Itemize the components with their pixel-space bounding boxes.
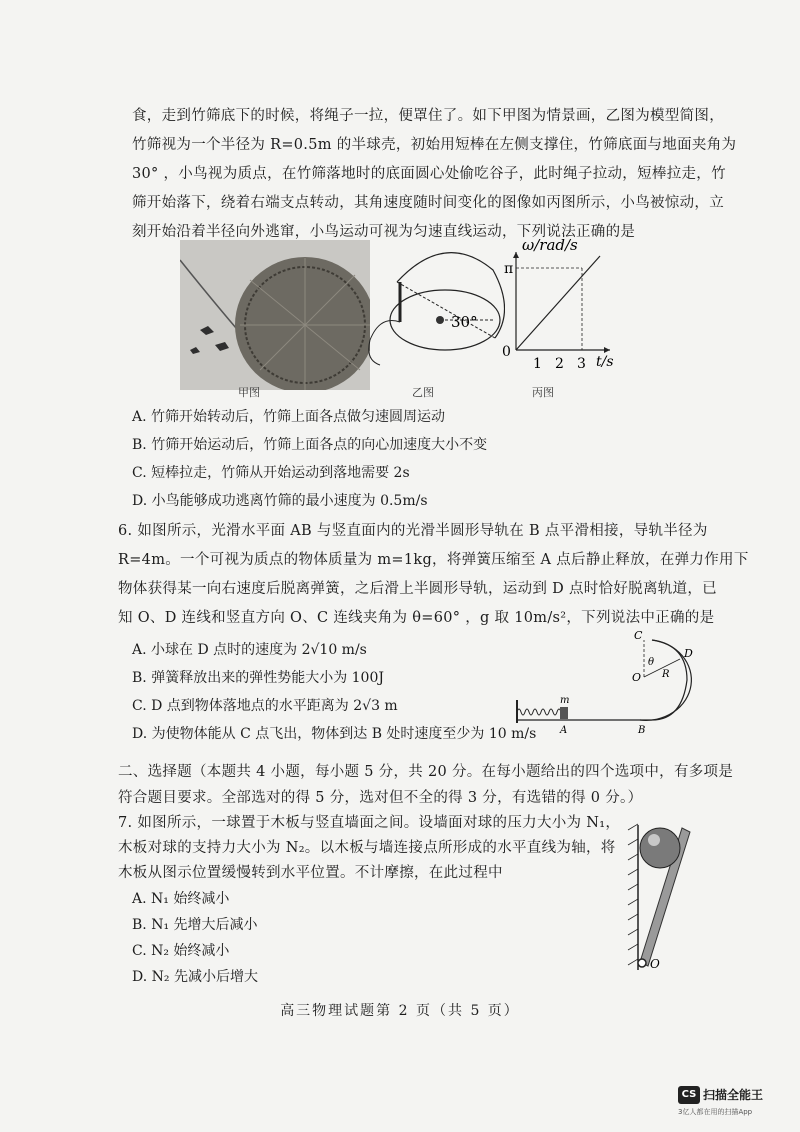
figure-bing-ylabel: ω/rad/s bbox=[522, 238, 578, 254]
figure-jia-caption: 甲图 bbox=[238, 386, 260, 399]
q6-label-a: A bbox=[560, 725, 568, 736]
q7-line: 7. 如图所示，一球置于木板与竖直墙面之间。设墙面对球的压力大小为 N₁， bbox=[118, 815, 621, 831]
q6-label-c: C bbox=[634, 629, 643, 642]
scanner-app-name: 扫描全能王 bbox=[703, 1088, 764, 1102]
q7-option-b: B. N₁ 先增大后减小 bbox=[132, 917, 258, 933]
figure-bing-origin: 0 bbox=[502, 344, 511, 360]
figure-bing-ytick: π bbox=[504, 261, 514, 277]
q7-label-o: O bbox=[650, 957, 660, 971]
q7-line: 木板对球的支持力大小为 N₂。以木板与墙连接点所形成的水平直线为轴，将 bbox=[118, 840, 616, 856]
section-heading: 二、选择题（本题共 4 小题，每小题 5 分，共 20 分。在每小题给出的四个选项中，有多项是 bbox=[118, 764, 734, 780]
q6-option-b: B. 弹簧释放出来的弹性势能大小为 100J bbox=[132, 670, 384, 686]
q6-option-d: D. 为使物体能从 C 点飞出，物体到达 B 处时速度至少为 10 m/s bbox=[132, 726, 537, 742]
intro-line: 30° ，小鸟视为质点，在竹筛落地时的底面圆心处偷吃谷子，此时绳子拉动，短棒拉走，竹 bbox=[132, 166, 726, 182]
figure-yi-caption: 乙图 bbox=[412, 386, 434, 399]
intro-line: 筛开始落下，绕着右端支点转动，其角速度随时间变化的图像如丙图所示，小鸟被惊动，立 bbox=[132, 195, 724, 211]
q6-line: 知 O、D 连线和竖直方向 O、C 连线夹角为 θ=60° ，g 取 10m/s²，下列说法中正确的是 bbox=[118, 610, 715, 626]
q6-line: 6. 如图所示，光滑水平面 AB 与竖直面内的光滑半圆形导轨在 B 点平滑相接，导轨半径为 bbox=[118, 523, 708, 539]
intro-line: 刻开始沿着半径向外逃窜，小鸟运动可视为匀速直线运动，下列说法正确的是 bbox=[132, 224, 636, 240]
scanner-tagline: 3亿人都在用的扫描App bbox=[678, 1107, 753, 1116]
q6-label-r: R bbox=[662, 669, 670, 680]
q5-option-d: D. 小鸟能够成功逃离竹筛的最小速度为 0.5m/s bbox=[132, 493, 428, 509]
q6-label-m: m bbox=[560, 695, 570, 706]
figure-yi-angle: 30° bbox=[451, 313, 478, 331]
q7-line: 木板从图示位置缓慢转到水平位置。不计摩擦，在此过程中 bbox=[118, 865, 503, 881]
q6-label-d: D bbox=[684, 647, 693, 660]
figure-bing-graph bbox=[492, 238, 622, 373]
q6-label-o: O bbox=[632, 671, 642, 684]
intro-line: 竹筛视为一个半径为 R=0.5m 的半球壳，初始用短棒在左侧支撑住，竹筛底面与地面夹角为 bbox=[132, 137, 737, 153]
page-footer: 高三物理试题第 2 页（共 5 页） bbox=[280, 1003, 520, 1019]
camscanner-logo-icon: CS bbox=[678, 1086, 700, 1104]
q6-option-a: A. 小球在 D 点时的速度为 2√10 m/s bbox=[132, 642, 367, 658]
q6-label-theta: θ bbox=[648, 657, 655, 668]
section-heading: 符合题目要求。全部选对的得 5 分，选对但不全的得 3 分，有选错的得 0 分。） bbox=[118, 790, 643, 806]
q6-line: R=4m。一个可视为质点的物体质量为 m=1kg，将弹簧压缩至 A 点后静止释放，在弹力作用下 bbox=[118, 552, 749, 568]
figure-bing-xtick: 1 bbox=[533, 356, 542, 372]
q5-option-a: A. 竹筛开始转动后，竹筛上面各点做匀速圆周运动 bbox=[132, 409, 446, 425]
q7-option-c: C. N₂ 始终减小 bbox=[132, 943, 230, 959]
q5-option-b: B. 竹筛开始运动后，竹筛上面各点的向心加速度大小不变 bbox=[132, 437, 488, 453]
figure-q6-track bbox=[512, 625, 712, 737]
figure-bing-xtick: 3 bbox=[577, 356, 586, 372]
q6-line: 物体获得某一向右速度后脱离弹簧，之后滑上半圆形导轨，运动到 D 点时恰好脱离轨道，已 bbox=[118, 581, 717, 597]
figure-bing-xtick: 2 bbox=[555, 356, 564, 372]
figure-bing-caption: 丙图 bbox=[532, 386, 554, 399]
q6-label-b: B bbox=[638, 725, 646, 736]
intro-line: 食，走到竹筛底下的时候，将绳子一拉，便罩住了。如下甲图为情景画，乙图为模型简图， bbox=[132, 108, 724, 124]
scanner-watermark bbox=[678, 1084, 788, 1117]
figure-jia-painting bbox=[180, 240, 370, 390]
q6-option-c: C. D 点到物体落地点的水平距离为 2√3 m bbox=[132, 698, 398, 714]
figure-yi-model bbox=[355, 240, 505, 375]
figure-bing-xlabel: t/s bbox=[596, 354, 614, 370]
q7-option-a: A. N₁ 始终减小 bbox=[132, 891, 230, 907]
q5-option-c: C. 短棒拉走，竹筛从开始运动到落地需要 2s bbox=[132, 465, 410, 481]
q7-option-d: D. N₂ 先减小后增大 bbox=[132, 969, 258, 985]
figure-q7-ball-board bbox=[618, 820, 708, 980]
